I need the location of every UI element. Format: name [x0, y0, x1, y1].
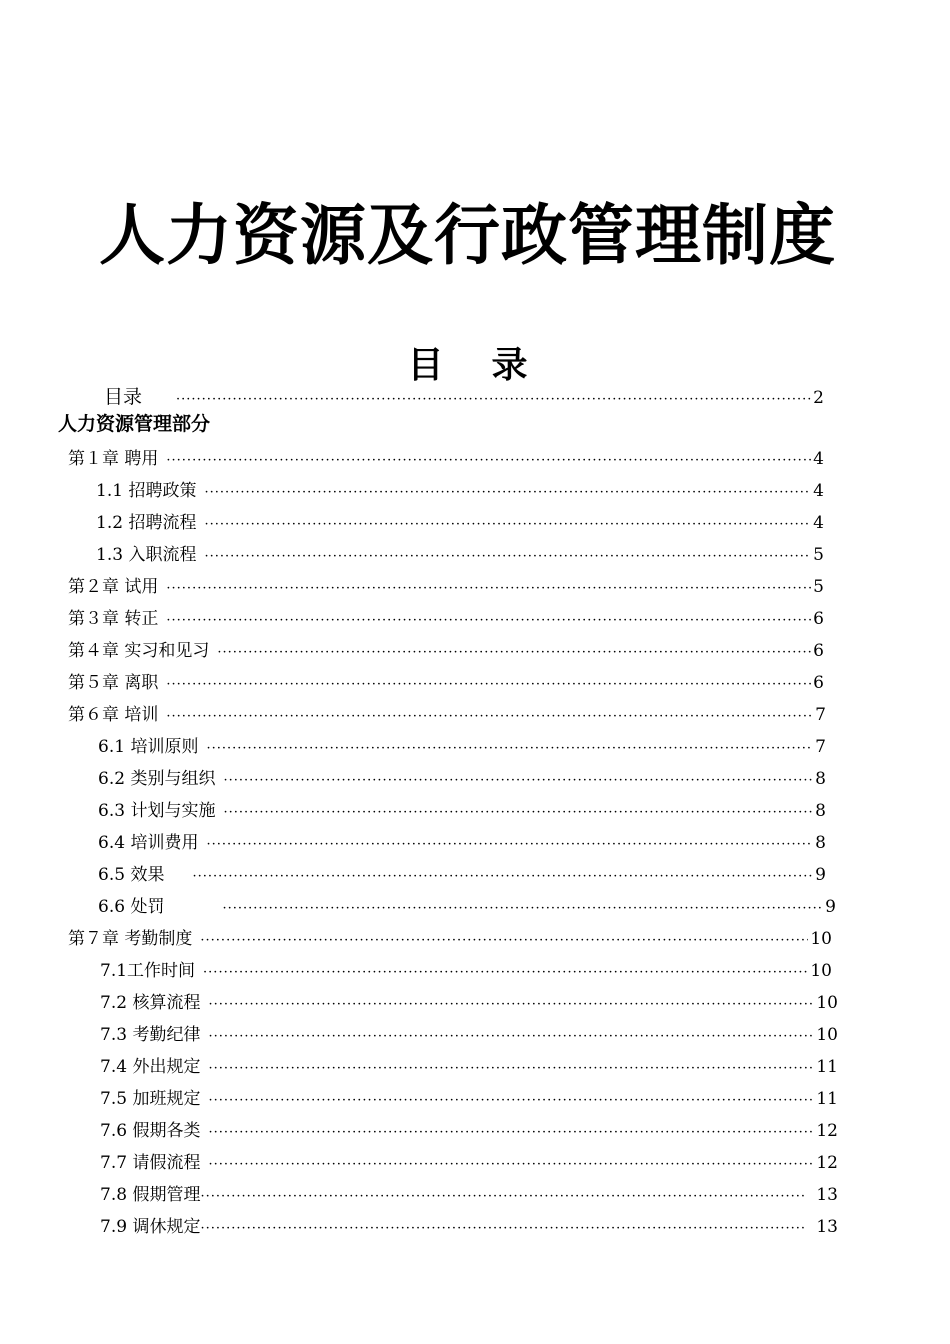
toc-entry-label: 第７章 考勤制度 — [68, 929, 193, 949]
toc-entry-label: 第５章 离职 — [68, 673, 159, 693]
toc-leader-dots — [192, 866, 813, 888]
toc-leader-dots — [217, 642, 811, 664]
toc-entry-page: 7 — [815, 737, 826, 757]
toc-entry-label: 6.5 效果 — [98, 865, 165, 885]
toc-leader-dots — [204, 482, 811, 504]
toc-leader-dots — [203, 962, 808, 984]
toc-entry-page: 10 — [810, 961, 832, 981]
toc-entry-label: 第６章 培训 — [68, 705, 159, 725]
toc-heading-left: 目 — [407, 345, 444, 386]
toc-entry[interactable] — [98, 768, 826, 790]
toc-entry-page: 4 — [813, 481, 824, 501]
toc-entry-label: 1.1 招聘政策 — [96, 481, 197, 501]
toc-entry-page: 12 — [816, 1121, 838, 1141]
toc-leader-dots — [222, 898, 823, 920]
toc-entry-page: 9 — [825, 897, 836, 917]
toc-entry-page: 4 — [813, 513, 824, 533]
toc-leader-dots — [200, 930, 808, 952]
toc-entry-label: 7.5 加班规定 — [100, 1089, 201, 1109]
toc-entry-label: 6.4 培训费用 — [98, 833, 199, 853]
toc-leader-dots — [208, 1090, 814, 1112]
toc-entry[interactable] — [100, 1184, 838, 1206]
toc-leader-dots — [208, 1122, 814, 1144]
toc-entry-label: 7.8 假期管理 — [100, 1185, 201, 1205]
toc-entry-label: 目录 — [104, 386, 143, 408]
toc-leader-dots — [200, 1218, 806, 1240]
document-title: 人力资源及行政管理制度 — [99, 197, 836, 274]
toc-leader-dots — [208, 994, 814, 1016]
toc-leader-dots — [204, 546, 811, 568]
toc-entry-page: 10 — [816, 1025, 838, 1045]
toc-entry[interactable] — [98, 800, 826, 822]
toc-leader-dots — [176, 389, 811, 411]
toc-leader-dots — [223, 770, 813, 792]
toc-entry[interactable] — [98, 736, 826, 758]
toc-entry-page: 10 — [816, 993, 838, 1013]
toc-leader-dots — [208, 1154, 814, 1176]
toc-entry-page: 6 — [813, 673, 824, 693]
toc-entry-label: 第４章 实习和见习 — [68, 641, 210, 661]
toc-entry[interactable] — [98, 864, 826, 886]
toc-entry-label: 7.9 调休规定 — [100, 1217, 201, 1237]
toc-entry-page: 7 — [815, 705, 826, 725]
toc-entry[interactable] — [68, 672, 824, 694]
toc-entry[interactable] — [100, 1120, 838, 1142]
toc-entry-page: 6 — [813, 609, 824, 629]
toc-leader-dots — [166, 450, 811, 472]
toc-entry-label: 7.2 核算流程 — [100, 993, 201, 1013]
toc-entry-label: 第２章 试用 — [68, 577, 159, 597]
section-heading: 人力资源管理部分 — [58, 413, 211, 435]
toc-entry[interactable] — [96, 512, 824, 534]
toc-leader-dots — [166, 578, 811, 600]
toc-entry-page: 5 — [813, 545, 824, 565]
toc-heading-right: 录 — [491, 345, 528, 386]
toc-entry-label: 1.2 招聘流程 — [96, 513, 197, 533]
toc-entry[interactable] — [98, 832, 826, 854]
toc-entry-page: 8 — [815, 801, 826, 821]
toc-entry-label: 第３章 转正 — [68, 609, 159, 629]
toc-entry[interactable] — [96, 544, 824, 566]
toc-entry-page: 12 — [816, 1153, 838, 1173]
toc-leader-dots — [166, 706, 813, 728]
toc-leader-dots — [166, 674, 811, 696]
toc-leader-dots — [206, 834, 813, 856]
toc-leader-dots — [223, 802, 813, 824]
toc-entry[interactable] — [98, 896, 836, 918]
toc-entry[interactable] — [96, 480, 824, 502]
toc-entry-label: 6.1 培训原则 — [98, 737, 199, 757]
toc-entry-label: 7.4 外出规定 — [100, 1057, 201, 1077]
toc-entry-label: 7.6 假期各类 — [100, 1121, 201, 1141]
toc-leader-dots — [206, 738, 813, 760]
toc-entry[interactable] — [68, 704, 826, 726]
toc-entry-page: 10 — [810, 929, 832, 949]
toc-leader-dots — [208, 1058, 814, 1080]
toc-entry[interactable] — [100, 1216, 838, 1238]
toc-entry[interactable] — [100, 992, 838, 1014]
toc-entry-page: 4 — [813, 449, 824, 469]
toc-entry-page: 6 — [813, 641, 824, 661]
toc-entry-page: 5 — [813, 577, 824, 597]
toc-entry-page: 9 — [815, 865, 826, 885]
toc-entry-label: 第１章 聘用 — [68, 449, 159, 469]
toc-entry-page: 11 — [816, 1089, 838, 1109]
toc-entry-page: 11 — [816, 1057, 838, 1077]
toc-entry[interactable] — [68, 928, 832, 950]
toc-entry-page: 13 — [816, 1185, 838, 1205]
toc-entry-label: 6.6 处罚 — [98, 897, 165, 917]
toc-entry-page: 8 — [815, 833, 826, 853]
toc-entry-page: 8 — [815, 769, 826, 789]
toc-entry[interactable] — [100, 1088, 838, 1110]
toc-leader-dots — [166, 610, 811, 632]
toc-entry[interactable] — [100, 1152, 838, 1174]
toc-entry-label: 1.3 入职流程 — [96, 545, 197, 565]
toc-leader-dots — [204, 514, 811, 536]
toc-entry[interactable] — [68, 448, 824, 470]
toc-entry[interactable] — [104, 386, 824, 408]
toc-leader-dots — [208, 1026, 814, 1048]
toc-entry-label: 7.7 请假流程 — [100, 1153, 201, 1173]
toc-entry[interactable] — [100, 1056, 838, 1078]
toc-entry-label: 7.1工作时间 — [100, 961, 196, 981]
toc-entry-label: 6.3 计划与实施 — [98, 801, 216, 821]
toc-entry[interactable] — [100, 1024, 838, 1046]
toc-entry[interactable] — [68, 576, 824, 598]
toc-entry-page: 2 — [813, 388, 824, 408]
toc-entry[interactable] — [68, 608, 824, 630]
toc-entry-label: 6.2 类别与组织 — [98, 769, 216, 789]
toc-entry[interactable] — [68, 640, 824, 662]
toc-entry[interactable] — [100, 960, 832, 982]
toc-leader-dots — [200, 1186, 806, 1208]
toc-entry-page: 13 — [816, 1217, 838, 1237]
toc-entry-label: 7.3 考勤纪律 — [100, 1025, 201, 1045]
